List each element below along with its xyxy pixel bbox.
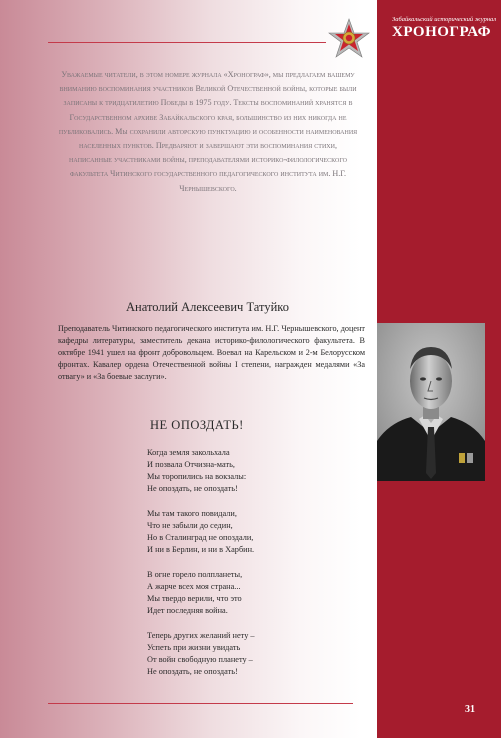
poem-line: Не опоздать, не опоздать! bbox=[147, 484, 238, 494]
poem-line: От войн свободную планету – bbox=[147, 654, 253, 664]
poem-line: Мы там такого повидали, bbox=[147, 508, 237, 518]
poem-line: А жарче всех моя страна... bbox=[147, 581, 241, 591]
page-number: 31 bbox=[465, 704, 475, 715]
top-divider bbox=[48, 42, 326, 43]
poem-line: Идет последняя война. bbox=[147, 606, 228, 616]
poem-line: Теперь других желаний нету – bbox=[147, 630, 255, 640]
poem-line: Успеть при жизни увидать bbox=[147, 642, 241, 652]
poem-line: Не опоздать, не опоздать! bbox=[147, 666, 238, 676]
author-bio: Преподаватель Читинского педагогического института им. Н.Г. Чернышевского, доцент кафедры литературы, заместитель декана историко-филологического факультета. В октябре 1941 ушел на фронт добровольцем. Воевал на Карельском и 2-м Белорусском фронтах. Кавалер ордена Отечественной войны I степени, награжден медалями «За отвагу» и «За боевые заслуги». bbox=[58, 324, 365, 381]
poem-line: В огне горело полпланеты, bbox=[147, 569, 243, 579]
poem-stanza bbox=[147, 569, 367, 617]
author-photo bbox=[377, 323, 485, 481]
journal-title: ХРОНОГРАФ bbox=[392, 24, 491, 40]
poem-line: И ни в Берлин, и ни в Харбин. bbox=[147, 545, 255, 555]
order-star-icon bbox=[328, 18, 370, 60]
poem-line: И позвала Отчизна-мать, bbox=[147, 460, 235, 470]
poem-stanza bbox=[147, 447, 367, 495]
poem-stanza bbox=[147, 508, 367, 556]
poem-title: НЕ ОПОЗДАТЬ! bbox=[150, 418, 244, 432]
journal-subtitle: Забайкальский исторический журнал bbox=[392, 16, 497, 23]
intro-text: Уважаемые читатели, в этом номере журнала «Хронограф», мы предлагаем вашему вниманию воспоминания участников Великой Отечественной войны, которые были записаны к тридцатилетию Победы в 1975 году. Тексты воспоминаний хранятся в Государственном архиве Забайкальского края, большинство из них никогда не публиковались. Мы сохранили авторскую пунктуацию и особенности наименования населенных пунктов. Предваряют и завершают эти воспоминания стихи, написанные участниками войны, преподавателями историко-филологического факультета Читинского государственного педагогического института им. Н.Г. Чернышевского. bbox=[58, 70, 358, 193]
poem-line: Когда земля закольхала bbox=[147, 448, 230, 457]
bottom-divider bbox=[48, 703, 353, 704]
poem-line: Мы твердо верили, что это bbox=[147, 593, 242, 603]
poem-line: Что не забыли до седин, bbox=[147, 520, 233, 530]
poem-body bbox=[147, 447, 367, 691]
poem-stanza bbox=[147, 630, 367, 678]
author-name: Анатолий Алексеевич Татуйко bbox=[126, 300, 289, 314]
poem-line: Но в Сталинград не опоздали, bbox=[147, 533, 254, 543]
poem-line: Мы торопились на вокзалы: bbox=[147, 472, 247, 482]
